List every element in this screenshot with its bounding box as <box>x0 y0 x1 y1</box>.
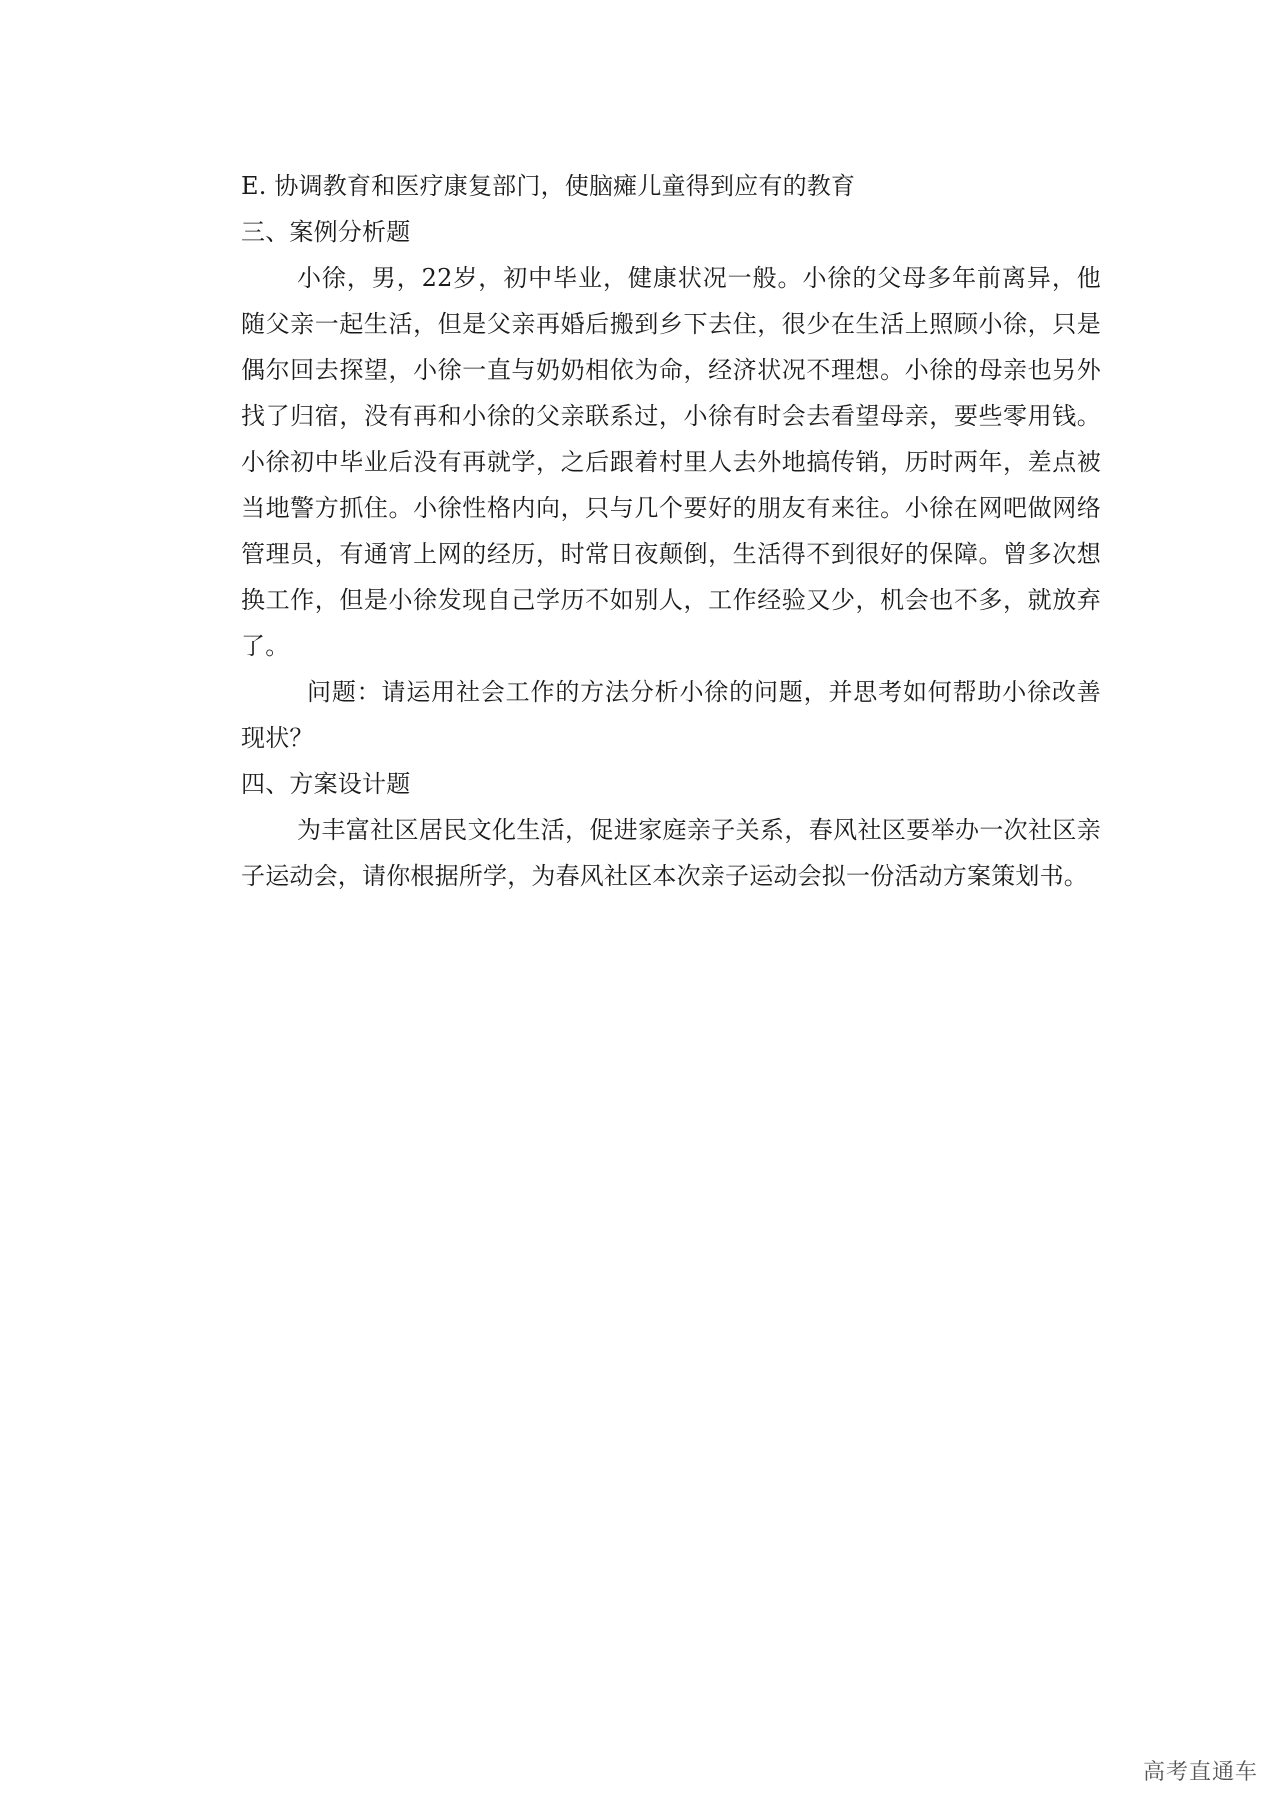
option-e-text: E. 协调教育和医疗康复部门，使脑瘫儿童得到应有的教育 <box>241 172 856 200</box>
case-question: 问题：请运用社会工作的方法分析小徐的问题，并思考如何帮助小徐改善现状？ <box>241 678 1101 752</box>
section-4-heading: 四、方案设计题 <box>241 770 411 798</box>
section-3-heading: 三、案例分析题 <box>241 218 411 246</box>
document-content <box>241 163 1101 899</box>
design-paragraph: 为丰富社区居民文化生活，促进家庭亲子关系，春风社区要举办一次社区亲子运动会，请你根据所学，为春风社区本次亲子运动会拟一份活动方案策划书。 <box>241 816 1101 890</box>
watermark-text: 高考直通车 <box>1142 1760 1258 1785</box>
case-paragraph: 小徐，男，22岁，初中毕业，健康状况一般。小徐的父母多年前离异，他随父亲一起生活，但是父亲再婚后搬到乡下去住，很少在生活上照顾小徐，只是偶尔回去探望，小徐一直与奶奶相依为命，经济状况不理想。小徐的母亲也另外找了归宿，没有再和小徐的父亲联系过，小徐有时会去看望母亲，要些零用钱。小徐初中毕业后没有再就学，之后跟着村里人去外地搞传销，历时两年，差点被当地警方抓住。小徐性格内向，只与几个要好的朋友有来往。小徐在网吧做网络管理员，有通宵上网的经历，时常日夜颠倒，生活得不到很好的保障。曾多次想换工作，但是小徐发现自己学历不如别人，工作经验又少，机会也不多，就放弃了。 <box>241 264 1101 660</box>
